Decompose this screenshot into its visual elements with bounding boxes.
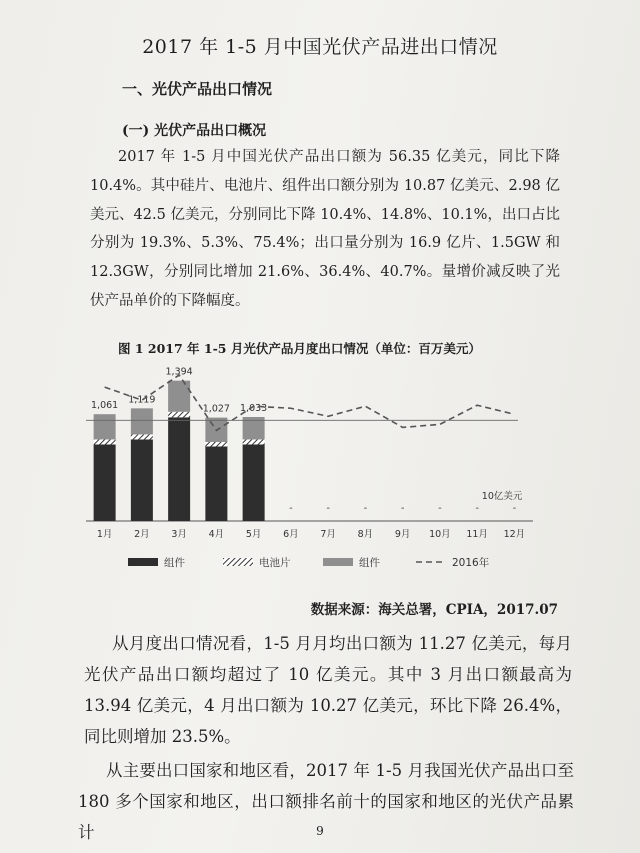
paragraph-overview: 2017 年 1-5 月中国光伏产品出口额为 56.35 亿美元，同比下降 10.4%。其中硅片、电池片、组件出口额分别为 10.87 亿美元、2.98 亿美元、42.5 亿美元，分别同比下降 10.4%、14.8%、10.1%，出口占比分别为 19.3%、5.3%、75.4%；出口量分别为 16.9 亿片、1.5GW 和 12.3GW，分别同比增加 21.6%、36.4%、40.7%。量增价减反映了光伏产品单价的下降幅度。: [90, 149, 560, 309]
bar-segment-1-4: [205, 447, 227, 521]
empty-marker-9: -: [400, 503, 405, 514]
bar-segment-2-1: [94, 439, 116, 444]
legend-label-1: 组件: [164, 557, 185, 569]
x-tick-label-2: 2月: [134, 529, 150, 540]
total-label-1: 1,061: [91, 400, 119, 412]
empty-marker-6: -: [289, 503, 293, 514]
series-line-2016: [105, 375, 515, 430]
chart-layer: [86, 367, 533, 569]
empty-marker-7: -: [326, 503, 330, 514]
x-tick-label-1: 1月: [96, 529, 113, 540]
x-tick-label-10: 10月: [429, 529, 451, 540]
bar-segment-2-4: [205, 442, 227, 447]
legend-label-2: 电池片: [259, 557, 291, 569]
paragraph-countries: 从主要出口国家和地区看，2017 年 1-5 月我国光伏产品出口至 180 多个国家和地区，出口额排名前十的国家和地区的光伏产品累计: [78, 761, 574, 842]
x-tick-label-9: 9月: [394, 529, 411, 540]
subsection-heading: (一) 光伏产品出口概况: [122, 123, 267, 139]
empty-marker-10: -: [438, 503, 442, 514]
legend-swatch-1: [128, 558, 158, 566]
total-label-5: 1,033: [240, 403, 268, 415]
reference-line-label: 10亿美元: [481, 491, 523, 502]
figure-caption: 图 1 2017 年 1-5 月光伏产品月度出口情况（单位：百万美元）: [118, 341, 481, 356]
x-tick-label-6: 6月: [283, 529, 299, 540]
bar-segment-3-1: [94, 414, 116, 439]
x-tick-label-3: 3月: [171, 529, 187, 540]
empty-marker-12: -: [512, 503, 517, 514]
bar-segment-1-5: [243, 444, 265, 521]
total-label-4: 1,027: [202, 403, 230, 415]
bar-segment-2-2: [131, 434, 153, 439]
empty-marker-11: -: [475, 503, 479, 514]
legend-swatch-2: [223, 558, 253, 566]
legend-label-4: 2016年: [452, 557, 490, 569]
bar-segment-1-2: [131, 439, 153, 521]
section-heading: 一、光伏产品出口情况: [122, 80, 273, 98]
paragraph-monthly: 从月度出口情况看，1-5 月月均出口额为 11.27 亿美元，每月光伏产品出口额均超过了 10 亿美元。其中 3 月出口额最高为 13.94 亿美元，4 月出口额为 10.27 亿美元，环比下降 26.4%，同比则增加 23.5%。: [84, 634, 572, 746]
bar-segment-1-1: [94, 444, 116, 521]
bar-segment-3-2: [131, 408, 153, 434]
x-tick-label-8: 8月: [357, 529, 374, 540]
legend-swatch-3: [323, 558, 353, 566]
page-number: 9: [316, 824, 324, 838]
bar-segment-3-3: [168, 381, 190, 412]
x-tick-label-4: 4月: [208, 529, 225, 540]
monthly-export-chart: [78, 358, 548, 583]
page-title: 2017 年 1-5 月中国光伏产品进出口情况: [142, 36, 498, 58]
legend-label-3: 组件: [359, 557, 380, 569]
x-tick-label-12: 12月: [503, 529, 526, 540]
x-tick-label-7: 7月: [320, 529, 336, 540]
x-tick-label-5: 5月: [245, 529, 262, 540]
bar-segment-2-3: [168, 412, 190, 418]
empty-marker-8: -: [363, 503, 368, 514]
data-source: 数据来源：海关总署，CPIA，2017.07: [310, 602, 558, 618]
total-label-3: 1,394: [165, 366, 193, 378]
bar-segment-1-3: [168, 417, 190, 521]
x-tick-label-11: 11月: [466, 529, 488, 540]
bar-segment-2-5: [243, 439, 265, 444]
total-label-2: 1,119: [128, 394, 156, 406]
